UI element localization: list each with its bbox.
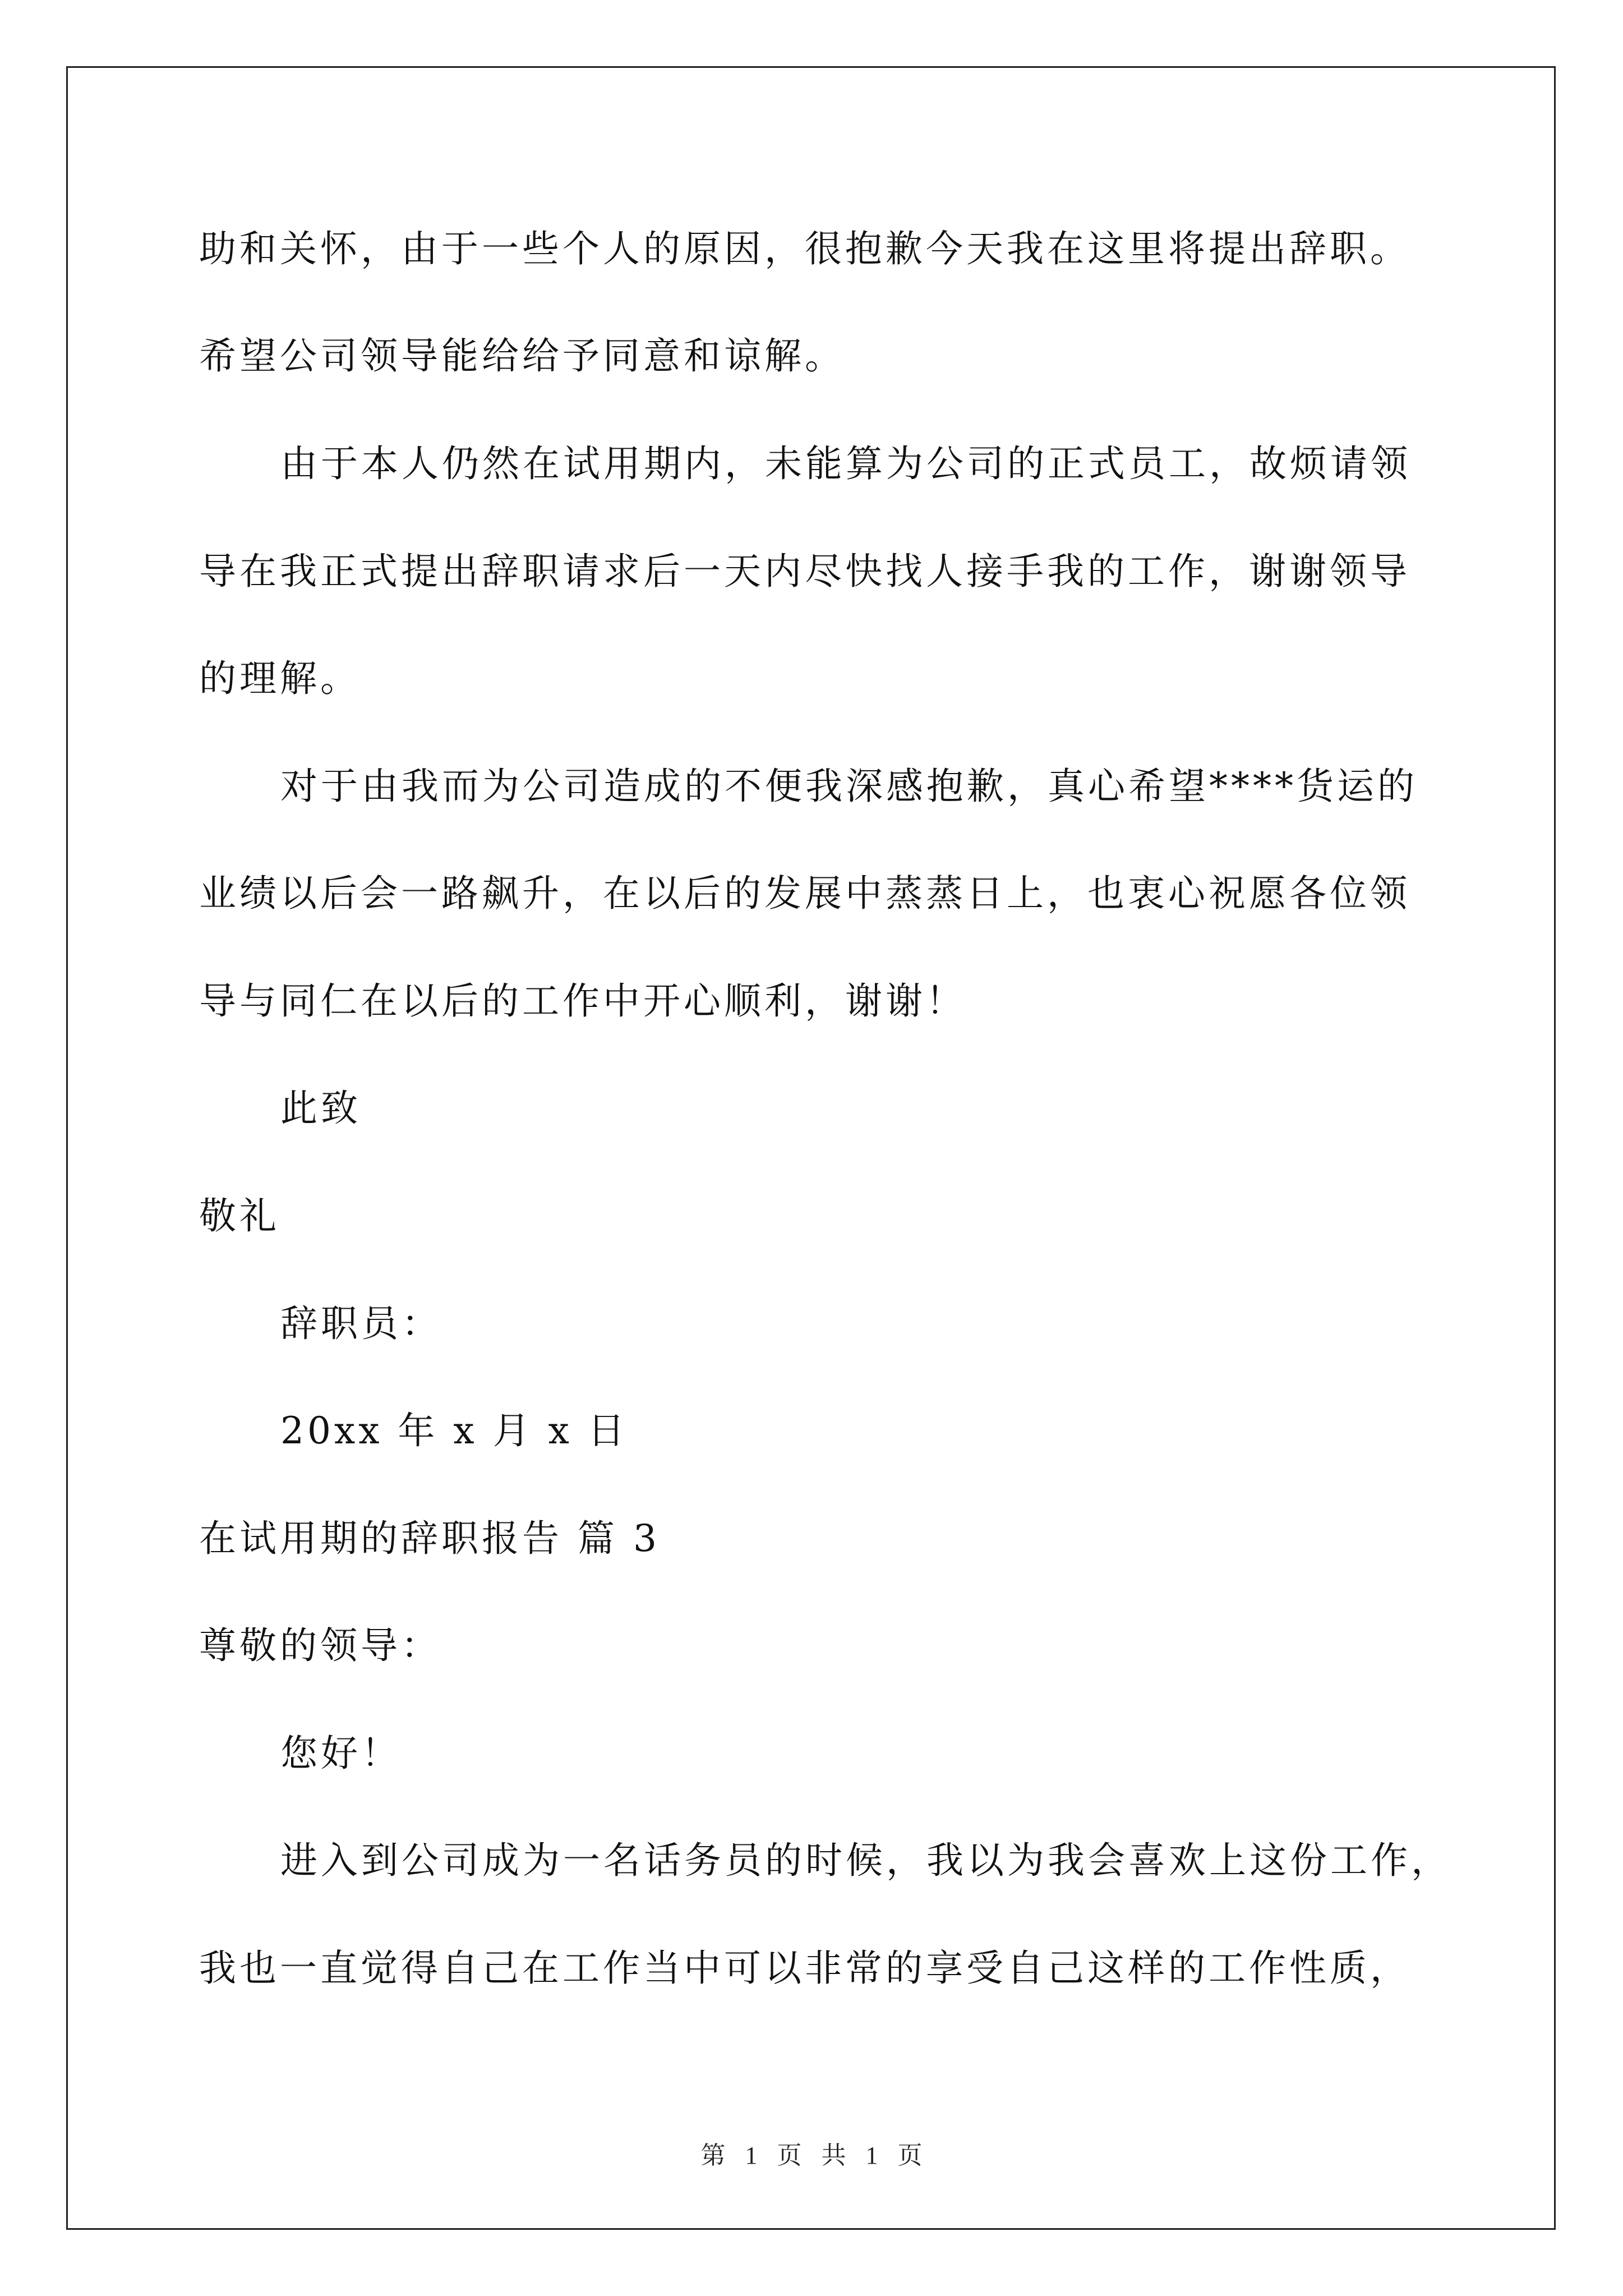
text-line-4: 导在我正式提出辞职请求后一天内尽快找人接手我的工作，谢谢领导 [199, 550, 1410, 593]
text-line-17: 我也一直觉得自己在工作当中可以非常的享受自己这样的工作性质， [199, 1947, 1410, 1990]
text-line-regards: 敬礼 [199, 1194, 280, 1237]
text-line-2: 希望公司领导能给给予同意和谅解。 [199, 334, 845, 378]
section-title: 在试用期的辞职报告 篇 3 [199, 1517, 660, 1560]
page-border [66, 66, 1556, 2230]
text-line-1: 助和关怀，由于一些个人的原因，很抱歉今天我在这里将提出辞职。 [199, 227, 1410, 270]
text-line-hello: 您好！ [280, 1732, 402, 1775]
text-line-7: 业绩以后会一路飙升，在以后的发展中蒸蒸日上，也衷心祝愿各位领 [199, 872, 1410, 915]
text-line-16: 进入到公司成为一名话务员的时候，我以为我会喜欢上这份工作， [280, 1839, 1451, 1882]
page-footer: 第 1 页 共 1 页 [700, 2142, 923, 2169]
text-line-8: 导与同仁在以后的工作中开心顺利，谢谢！ [199, 979, 966, 1023]
text-line-date: 20xx 年 x 月 x 日 [280, 1409, 628, 1452]
text-line-signature: 辞职员： [280, 1302, 442, 1345]
text-line-6: 对于由我而为公司造成的不便我深感抱歉，真心希望****货运的 [280, 765, 1418, 808]
text-line-salutation: 此致 [280, 1087, 361, 1130]
text-line-greeting: 尊敬的领导： [199, 1624, 441, 1667]
text-line-5: 的理解。 [199, 657, 361, 700]
text-line-3: 由于本人仍然在试用期内，未能算为公司的正式员工，故烦请领 [280, 442, 1411, 485]
